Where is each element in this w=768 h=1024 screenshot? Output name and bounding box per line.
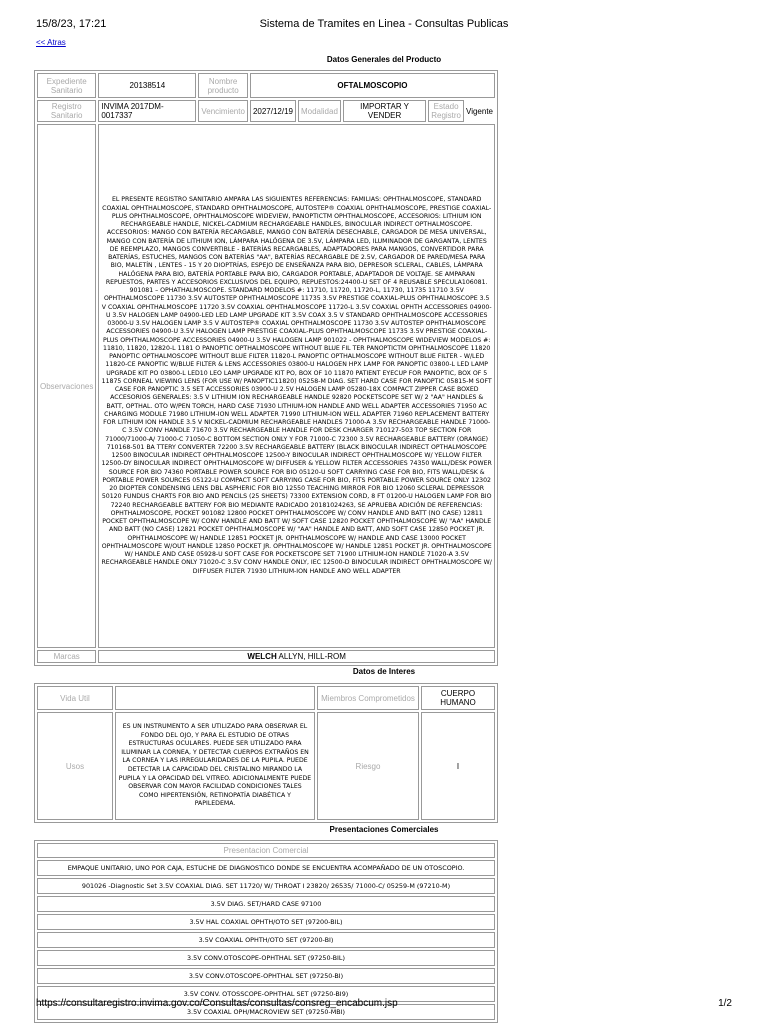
marcas-bold: WELCH [247, 652, 277, 661]
table-row [37, 712, 495, 820]
table-row [37, 124, 495, 648]
nombre-label: Nombre producto [198, 73, 248, 98]
general-section-title: Datos Generales del Producto [326, 55, 442, 64]
usos-label: Usos [37, 712, 113, 820]
marcas-value [98, 650, 495, 663]
estado-value: Vigente [466, 106, 493, 116]
vida-util-label: Vida Util [37, 686, 113, 710]
table-row [37, 73, 495, 98]
table-row [37, 968, 495, 984]
riesgo-value: I [421, 712, 495, 820]
registro-value: INVIMA 2017DM-0017337 [98, 100, 196, 122]
presentacion-cell: 3.5V HAL COAXIAL OPHTH/OTO SET (97200-BIL) [37, 914, 495, 930]
table-row [37, 950, 495, 966]
modalidad-label: Modalidad [298, 100, 341, 122]
table-row [37, 860, 495, 876]
presentacion-cell: EMPAQUE UNITARIO, UNO POR CAJA, ESTUCHE DE DIAGNOSTICO DONDE SE ENCUENTRA ACOMPAÑADO DE UN OTOSCOPIO. [37, 860, 495, 876]
usos-value: ES UN INSTRUMENTO A SER UTILIZADO PARA OBSERVAR EL FONDO DEL OJO, Y PARA EL ESTUDIO DE OTRAS ESTRUCTURAS OCULARES. PUEDE SER UTILIZADO PARA ILUMINAR LA CORNEA, Y DETECTAR CUERPOS EXTRAÑOS EN LA CORNEA Y LAS IRREGULARIDADES DE LA PUPILA. PUEDE DETECTAR LA CAPACIDAD DEL CRISTALINO MIRANDO LA PUPILA Y LA OPACIDAD DEL VITREO. ADICIONALMENTE PUEDE OBSERVAR CON MAYOR FACILIDAD CONDICIONES TALES COMO HIPERTENSIÓN, RETINOPATÍA DIABÉTICA Y PAPILEDEMA. [115, 712, 315, 820]
miembros-value: CUERPO HUMANO [421, 686, 495, 710]
interes-section-title: Datos de Interes [352, 667, 416, 676]
expediente-value: 20138514 [98, 73, 196, 98]
print-url: https://consultaregistro.invima.gov.co/Consultas/consultas/consreg_encabcum.jsp [36, 998, 398, 1009]
presentacion-cell: 3.5V DIAG. SET/HARD CASE 97100 [37, 896, 495, 912]
table-row [37, 932, 495, 948]
presentaciones-table [34, 840, 498, 1023]
marcas-label: Marcas [37, 650, 96, 663]
estado-cell [428, 100, 495, 122]
presentacion-cell: 3.5V CONV.OTOSCOPE-OPHTHAL SET (97250-BIL) [37, 950, 495, 966]
estado-subtable [428, 100, 495, 122]
print-page-number: 1/2 [718, 998, 732, 1009]
print-title: Sistema de Tramites en Linea - Consultas Publicas [259, 18, 509, 30]
presentacion-cell: 901026 -Diagnostic Set 3.5V COAXIAL DIAG. SET 11720/ W/ THROAT I 23820/ 26535/ 71000-C/ 05259-M (97210-M) [37, 878, 495, 894]
vida-util-value [115, 686, 315, 710]
presentacion-cell: 3.5V CONV. OTOSSCOPE-OPHTHAL SET (97250-BI9) [37, 986, 495, 1002]
marcas-rest: ALLYN, HILL-ROM [276, 652, 346, 661]
estado-label: Estado Registro [428, 100, 464, 122]
table-row [37, 686, 495, 710]
print-footer [36, 998, 732, 1010]
registro-label: Registro Sanitario [37, 100, 96, 122]
modalidad-value: IMPORTAR Y VENDER [343, 100, 426, 122]
presentacion-cell: 3.5V COAXIAL OPH/MACROVIEW SET (97250-MBI) [37, 1004, 495, 1020]
table-row [37, 878, 495, 894]
vencimiento-value: 2027/12/19 [250, 100, 296, 122]
print-date: 15/8/23, 17:21 [36, 18, 107, 30]
observaciones-value: EL PRESENTE REGISTRO SANITARIO AMPARA LAS SIGUIENTES REFERENCIAS: FAMILIAS: OPHTHALMOSCOPE, STANDARD COAXIAL OPHTHALMOSCOPE, STANDARD OPHTHALMOSCOPE, AUTOSTEP® COAXIAL OPHTHALMOSCOPE, PRESTIGE COAXIAL-PLUS OPHTHALMOSCOPE, OPHTHALMOSCOPE WIDEVIEW, PANOPTICTM OPHTHALMOSCOPE, ACCESORIOS: LITHIUM ION RECHARGEABLE HANDLE, NICKEL-CADMIUM RECHARGEABLE HANDLES, BINOCULAR INDIRECT OPTHALMOSCOPE. ACCESORIOS: MANGO CON BATERÍA RECARGABLE, MANGO CON BATERÍA DESECHABLE, CARGADOR DE MESA UNIVERSAL, MANGO CON BATERÍA DE LITHIUM ION, LÁMPARA HALÓGENA DE 3.5V, LÁMPARA LED, ILUMINADOR DE GARGANTA, LENTES DE REEMPLAZO, MANGOS CONVERTIBLE - BATERÍAS RECARGABLES, ADAPTADORES PARA MANGOS, CONVERTIDOR PARA BATERÍAS, ESTUCHES, MANGOS CON BATERÍAS "AA", BATERÍAS RECARGABLE DE 2.5V, CARGADOR DE PARED/MESA PARA BIO, MALETÍN , LENTES - 15 Y 20 DIOPTRÍAS, ESPEJO DE ENSEÑANZA PARA BIO, DEPRESOR SCLERAL, CABLES, LÁMPARA HALÓGENA PARA BIO, BATERÍA PORTABLE PARA BIO, CARGADOR PORTABLE, ADAPTADOR DE VOLTAJE. SE AMPARAN REPUESTOS, PARTES Y ACCESORIOS EXCLUSIVOS DEL EQUIPO, REPUESTOS:24400-U SET OF 4 REUSABLE SPECULA106081. 901081 – OPHATHALMOSCOPE. STANDARD MODELOS #: 11710, 11720, 11720-L, 11730, 11735 11710 3.5V OPHTHALMOSCOPE 11730 3.5V AUTOSTEP OPHTHALMOSCOPE 11735 3.5V PRESTIGE COAXIAL-PLUS OPHTHALMOSCOPE 3.5 V COAXIAL OPHTHALMOSCOPE 11720 3.5V COAXIAL OPHTHALMOSCOPE 11720-L 3.5V COAXIAL OPHTH ACCESSORIES 04900-U 3.5V HALOGEN LAMP 04900-LED LED LAMP UPGRADE KIT 3.5V COAX 3.5 V STANDARD OPHTHALMOSCOPE ACCESSORIES 03000-U 3.5V HALOGEN LAMP 3.5 V AUTOSTEP® COAXIAL OPHTHALMOSCOPE 11730 3.5V AUTOSTEP OPHTHALMOSCOPE ACCESSORIES 04900-U 3.5V HALOGEN LAMP PRESTIGE COAXIAL-PLUS OPHTHALMOSCOPE 11735 3.5V PRESTIGE COAXIAL-PLUS OPHTHALMOSCOPE ACCESSORIES 04900-U 3.5V HALOGEN LAMP 901022 - OPHTHALMOSCOPE WIDEVIEW MODELOS #: 11810, 11820, 12820-L 1181 O PANOPTIC OPTHALMOSCOPE WITHOUT BLUE FIL TER PANOPTICTM OPHTHALMOSCOPE 11820 PANOPTIC OPTHALMOSCOPE WITHOUT BLUE FILTER 11820-L PANOPTIC OPTHALMOSCOPE WITHOUT BLUE FILTER - W/LED 11820-CE PANOPTIC W/BLUE FILTER & LENS ACCESSORIES 03800-U HALOGEN HPX LAMP FOR PANOPTIC 03800-L LED LAMP UPGRADE KIT PO 03800-L LED10 LEO LAMP UPGRADE KIT PO, BOX OF 10 11870 PATIENT EYECUP FOR PANOPTIC, BOX OF 5 11875 CORNEAL VIEWING LENS (FOR USE W/ PANOPTIC11820) 05258-M DIAG. SET HARD CASE FOR PANOPTIC 05815-M SOFT CASE FOR PANOPTIC 3.5 SET ACCESSORIES 03900-U 2.5V HALOGEN LAMP 05280-18X COMPACT ZIPPER CASE BOXED ACCESORIOS GENERALES: 3.5 V LITHIUM ION RECHARGEABLE HANDLE 92820 POCKETSCOPE SET W/ 2 "AA" HANDLES & BATT, OPTHAL. OTO W/PEN TORCH, HARD CASE 71930 LITHIUM-ION HANDLE AND WELL ADAPTER ACCESSORIES 71950 AC CHARGING MODULE 71980 LITHIUM-ION WELL ADAPTER 71990 LITHIUM-ION WELL ADAPTER 71960 REPLACEMENT BATTERY FOR LITHIUM ION HANDLE 3.5 V NICKEL-CADMIUM RECHARGEABLE HANDLES 71000-A 3.5V RECHARGEABLE HANDLE 71000-C 3.5V CONV HANDLE 71670 3.5V RECHARGEABLE HANDLE FOR DESK CHARGER 710127-503 TOP SECTION FOR 71000/71000-A/ 71000-C 71050-C BOTTOM SECTION ONLY Y FOR 71000-C 72300 3.5V RECHARGEABLE BATTERY (ORANGE) 710168-501 BA TTERY CONVERTER 72200 3.5V RECHARGEABLE BATTERY (BLACK BINOCULAR INDIRECT OPTHALMOSCOPE 12500 BINOCULAR INDIRECT OPHTHALMOSCOPE 12500-Y BINOCULAR INDIRECT OPHTHALMOSCOPE W/ YELLOW FILTER 12500-DY BINOCULAR INDIRECT OPHTHALMOSCOPE W/ DIFFUSER & YELLOW FILTER ACCESSORIES 74350 WALL/DESK POWER SOURCE FOR BIO 74360 PORTABLE POWER SOURCE FOR BIO 05120-U SOFT CARRYING CASE FOR BIO, FITS WALL/DESK & PORTABLE POWER SOURCES 05122-U COMPACT SOFT CARRYING CASE FOR BIO, FITS PORTABLE POWER SOURCE ONLY 12302 20 DIOPTER CONDENSING LENS DBL ASPHERIC FOR BIO 12550 TEACHING MIRROR FOR BIO 12060 SCLERAL DEPRESSOR 50120 FUNDUS CHARTS FOR BIO AND PENCILS (25 SHEETS) 73300 EXTENSION CORD, 8 FT 01200-U HALOGEN LAMP FOR BIO 72240 RECHARGEABLE BATTERY FOR BIO MEDIANTE RADICADO 20181024263, SE APRUEBA ADICIÓN DE REFERENCIAS: OPHTHALMOSCOPE, POCKET 901082 12800 POCKET OPHTHALMOSCOPE W/ CONV HANDLE AND BATT (NO CASE) 12811 POCKET OPHTHALMOSCOPE W/ CONV HANDLE AND BATT W/ SOFT CASE 12820 POCKET OPHTHALMOSCOPE W/ "AA" HANDLE AND BATT (NO CASE) 12821 POCKET OPHTHALMOSCOPE W/ "AA" HANDLE AND BATT, AND SOFT CASE 12850 POCKET JR. OPHTHALMOSCOPE W/ HANDLE 12851 POCKET JR. OPHTHALMOSCOPE W/ HANDLE AND CASE 13000 POCKET OPHTHALMOSCOPE W/OUT HANDLE 12850 POCKET JR. OPHTHALMOSCOPE W/ HANDLE 12851 POCKET JR. OPHTHALMOSCOPE W/ HANDLE AND CASE 05928-U SOFT CASE FOR POCKETSCOPE SET 71900 LITHIUM-ION HANDLE 71020-A 3.5V RECHARGEABLE HANDLE ONLY 71020-C 3.5V CONV HANDLE ONLY, IEC 12500-D BINOCULAR INDIRECT OPHTHALMOSCOPE W/ DIFFUSER FILTER 71930 LITHIUM-ION HANDLE ANO WELL ADAPTER [98, 124, 495, 648]
table-row [37, 100, 495, 122]
table-row [37, 843, 495, 858]
presentacion-header: Presentacion Comercial [37, 843, 495, 858]
table-row [37, 896, 495, 912]
general-table [34, 70, 498, 666]
expediente-label: Expediente Sanitario [37, 73, 96, 98]
table-row [37, 650, 495, 663]
presentaciones-section-title: Presentaciones Comerciales [329, 825, 439, 834]
table-row [37, 914, 495, 930]
presentacion-cell: 3.5V CONV.OTOSCOPE-OPHTHAL SET (97250-BI) [37, 968, 495, 984]
print-header [36, 18, 732, 32]
presentacion-cell: 3.5V COAXIAL OPHTH/OTO SET (97200-BI) [37, 932, 495, 948]
back-link[interactable]: << Atras [36, 38, 66, 47]
observaciones-label: Observaciones [37, 124, 96, 648]
miembros-label: Miembros Comprometidos [317, 686, 419, 710]
riesgo-label: Riesgo [317, 712, 419, 820]
interes-table [34, 683, 498, 823]
vencimiento-label: Vencimiento [198, 100, 248, 122]
nombre-value: OFTALMOSCOPIO [250, 73, 495, 98]
